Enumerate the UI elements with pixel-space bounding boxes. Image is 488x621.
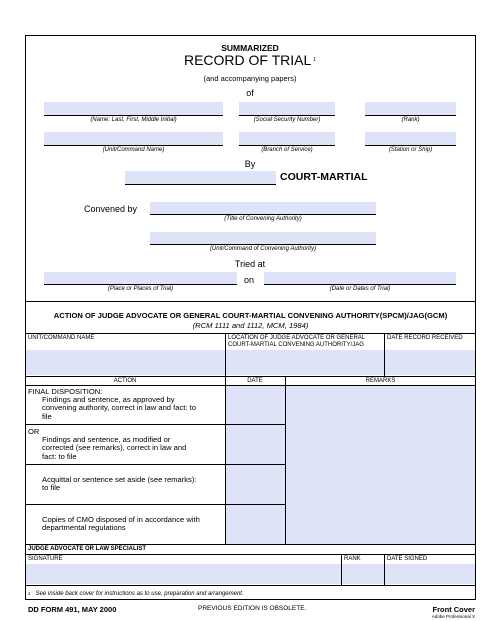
front-cover-label: Front Cover — [432, 605, 475, 614]
action-item-3: Acquittal or sentence set aside (see remarks): to file — [42, 475, 197, 493]
title-text: RECORD OF TRIAL — [183, 52, 312, 68]
action-item-2: Findings and sentence, as modified or corrected (see remarks), correct in law and fact: to file — [42, 435, 187, 461]
footnote — [28, 591, 244, 597]
date-cell-3[interactable] — [226, 465, 285, 504]
rank-label: RANK — [344, 556, 361, 562]
ssn-field[interactable] — [239, 102, 335, 116]
location-header: LOCATION OF JUDGE ADVOCATE OR GENERAL COURT-MARTIAL CONVENING AUTHORITY/JAG — [228, 335, 365, 348]
convening-title-caption: (Title of Convening Authority) — [224, 216, 302, 222]
unit-command-input[interactable] — [26, 350, 225, 375]
by-label: By — [244, 159, 256, 169]
remarks-col-header: REMARKS — [365, 378, 396, 384]
location-input[interactable] — [226, 350, 384, 375]
action-subheading: (RCM 1111 and 1112, MCM, 1984) — [192, 321, 309, 330]
page-title — [0, 52, 488, 68]
signature-heading: JUDGE ADVOCATE OR LAW SPECIALIST — [28, 546, 147, 552]
on-label: on — [244, 275, 255, 285]
remarks-input[interactable] — [286, 386, 475, 544]
date-cell-4[interactable] — [226, 505, 285, 544]
station-caption: (Station or Ship) — [388, 147, 433, 153]
convened-by-label: Convened by — [84, 204, 138, 214]
row-line-3 — [25, 504, 285, 505]
court-martial-type-field[interactable] — [125, 171, 276, 185]
ssn-caption: (Social Security Number) — [253, 117, 321, 123]
branch-field[interactable] — [239, 132, 335, 146]
unit-command-header: UNIT/COMMAND NAME — [28, 335, 95, 341]
final-disposition-label: FINAL DISPOSITION: — [28, 387, 103, 396]
action-item-4: Copies of CMO disposed of in accordance with departmental regulations — [42, 515, 200, 533]
or-label: OR — [28, 427, 40, 436]
date-col-header: DATE — [247, 378, 263, 384]
action-col-header: ACTION — [113, 378, 137, 384]
rank-input[interactable] — [342, 564, 384, 584]
summarized-label: SUMMARIZED — [221, 43, 279, 53]
signature-sub-line — [25, 554, 476, 555]
date-received-header: DATE RECORD RECEIVED — [387, 335, 463, 341]
name-field[interactable] — [44, 102, 223, 116]
section-divider — [25, 301, 476, 302]
row-line-1 — [25, 424, 285, 425]
unit-caption: (Unit/Command Name) — [102, 147, 165, 153]
branch-caption: (Branch of Service) — [261, 147, 313, 153]
convening-title-field[interactable] — [150, 202, 376, 215]
signature-input[interactable] — [26, 564, 341, 584]
of-label: of — [246, 88, 254, 98]
footnote-text: See inside back cover for instructions as to use, preparation and arrangement. — [35, 591, 244, 597]
row-line-2 — [25, 464, 285, 465]
action-heading: ACTION OF JUDGE ADVOCATE OR GENERAL COURT-MARTIAL CONVENING AUTHORITY(SPCM)/JAG(GCM) — [53, 311, 448, 320]
date-signed-label: DATE SIGNED — [387, 556, 428, 562]
date-cell-2[interactable] — [226, 425, 285, 464]
convening-unit-field[interactable] — [150, 232, 376, 245]
software-label: Adobe Professional X — [431, 614, 475, 619]
date-of-trial-field[interactable] — [264, 272, 456, 285]
date-signed-input[interactable] — [385, 564, 475, 584]
form-id: DD FORM 491, MAY 2000 — [28, 605, 117, 614]
court-martial-label: COURT-MARTIAL — [280, 171, 368, 183]
footnote-number: 1 — [28, 591, 31, 596]
place-of-trial-field[interactable] — [44, 272, 237, 285]
tried-at-label: Tried at — [234, 259, 266, 269]
accompanying-papers-label: (and accompanying papers) — [203, 74, 297, 83]
date-received-input[interactable] — [385, 350, 475, 375]
dates-caption: (Date or Dates of Trial) — [329, 286, 391, 292]
unit-command-field[interactable] — [44, 132, 223, 146]
date-cell-1[interactable] — [226, 386, 285, 424]
station-field[interactable] — [365, 132, 456, 146]
rank-field[interactable] — [365, 102, 456, 116]
signature-label: SIGNATURE — [28, 556, 63, 562]
previous-edition-note: PREVIOUS EDITION IS OBSOLETE. — [198, 605, 307, 612]
action-item-1: Findings and sentence, as approved by convening authority, correct in law and fact: to file — [42, 395, 196, 421]
rank-caption: (Rank) — [401, 117, 420, 123]
action-top-line — [25, 333, 476, 334]
title-footnote-mark: 1 — [313, 57, 317, 63]
convening-unit-caption: (Unit/Command of Convening Authority) — [209, 246, 317, 252]
name-caption: (Name: Last, First, Middle Initial) — [90, 117, 177, 123]
signature-bottom-line — [25, 585, 476, 586]
place-caption: (Place or Places of Trial) — [107, 286, 174, 292]
table-header-top — [25, 376, 476, 377]
signature-top-line — [25, 544, 476, 545]
